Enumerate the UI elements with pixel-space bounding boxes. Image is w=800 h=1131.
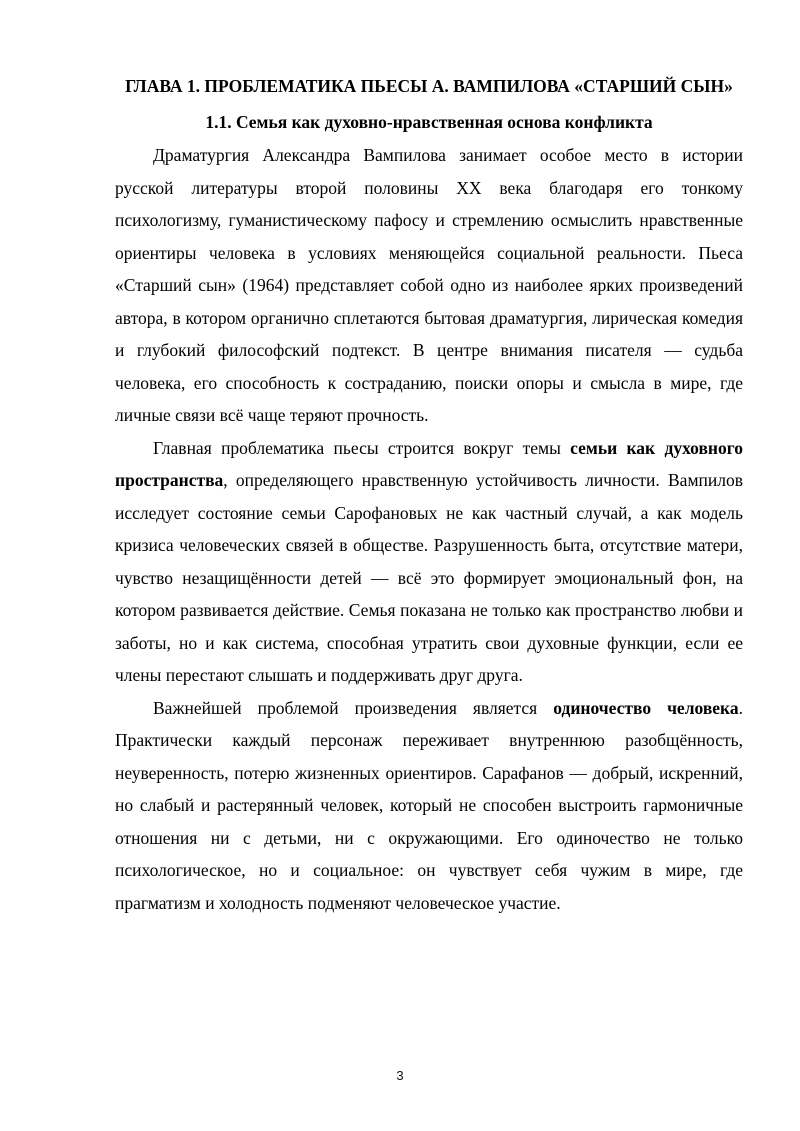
paragraph-3 [115, 692, 743, 920]
paragraph-3-emphasis: одиночество человека [553, 697, 739, 718]
chapter-title: ГЛАВА 1. ПРОБЛЕМАТИКА ПЬЕСЫ А. ВАМПИЛОВА «СТАРШИЙ СЫН» [125, 76, 733, 96]
paragraph-3-text-start: Важнейшей проблемой произведения является [153, 697, 554, 718]
section-title: 1.1. Семья как духовно-нравственная основа конфликта [205, 112, 653, 132]
paragraph-2 [115, 432, 743, 692]
page-content [115, 72, 743, 919]
paragraph-2-text-start: Главная проблематика пьесы строится вокруг темы [153, 437, 571, 458]
paragraph-2-text-end: , определяющего нравственную устойчивость личности. Вампилов исследует состояние семьи Сарофановых не как частный случай, а как модель кризиса человеческих связей в обществе. Разрушенность быта, отсутствие матери, чувство незащищённости детей — всё это формирует эмоциональный фон, на котором развивается действие. Семья показана не только как пространство любви и заботы, но и как система, способная утратить свои духовные функции, если ее члены перестают слышать и поддерживать друг друга. [115, 470, 743, 685]
paragraph-1: Драматургия Александра Вампилова занимает особое место в истории русской литературы второй половины XX века благодаря его тонкому психологизму, гуманистическому пафосу и стремлению осмыслить нравственные ориентиры человека в условиях меняющейся социальной реальности. Пьеса «Старший сын» (1964) представляет собой одно из наиболее ярких произведений автора, в котором органично сплетаются бытовая драматургия, лирическая комедия и глубокий философский подтекст. В центре внимания писателя — судьба человека, его способность к состраданию, поиски опоры и смысла в мире, где личные связи всё чаще теряют прочность. [115, 145, 743, 425]
paragraph-2-emphasis: семьи как духовного пространства [115, 437, 744, 490]
page-number: 3 [396, 1068, 404, 1083]
paragraph-3-text-end: . Практически каждый персонаж переживает внутреннюю разобщённость, неуверенность, потерю жизненных ориентиров. Сарафанов — добрый, искренний, но слабый и растерянный человек, который не способен выстроить гармоничные отношения ни с детьми, ни с окружающими. Его одиночество не только психологическое, но и социальное: он чувствует себя чужим в мире, где прагматизм и холодность подменяют человеческое участие. [115, 697, 743, 913]
